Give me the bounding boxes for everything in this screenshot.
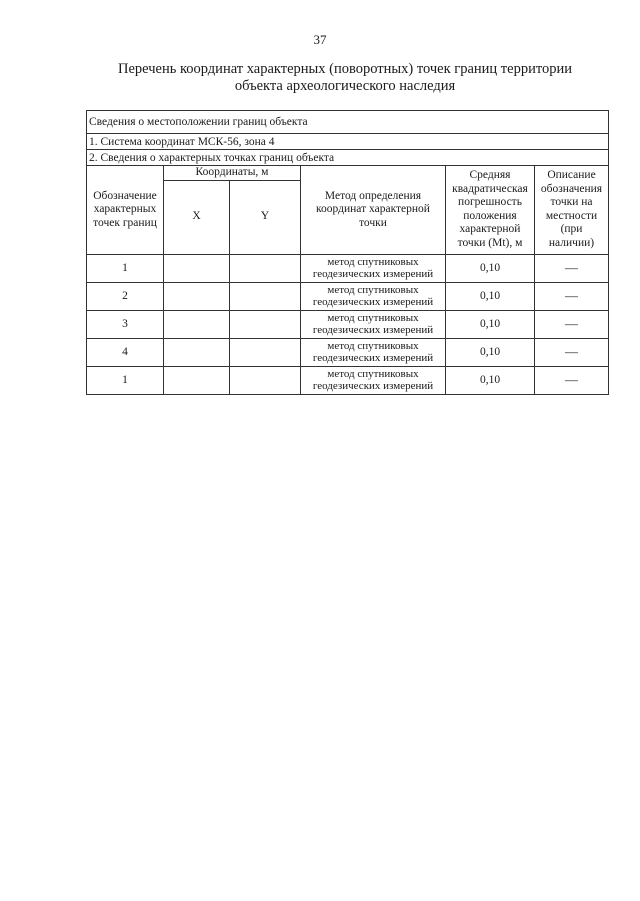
header-coordinates: Координаты, м (164, 166, 301, 181)
point-cell: 4 (87, 338, 164, 366)
description-cell: — (535, 282, 609, 310)
title-line-2: объекта археологического наследия (234, 78, 456, 94)
point-cell: 1 (87, 366, 164, 394)
method-cell: метод спутниковых геодезических измерений (301, 254, 446, 282)
method-cell: метод спутниковых геодезических измерений (301, 338, 446, 366)
point-cell: 1 (87, 254, 164, 282)
point-cell: 2 (87, 282, 164, 310)
x-cell (164, 366, 230, 394)
header-error: Средняя квадратическая погрешность положения характерной точки (Mt), м (446, 166, 535, 255)
coordinate-system: 1. Система координат МСК-56, зона 4 (87, 134, 609, 150)
description-cell: — (535, 310, 609, 338)
header-x: X (164, 180, 230, 254)
point-cell: 3 (87, 310, 164, 338)
page-number: 37 (313, 32, 327, 47)
error-cell: 0,10 (446, 366, 535, 394)
description-cell: — (535, 254, 609, 282)
section-title: Сведения о местоположении границ объекта (87, 111, 609, 134)
method-cell: метод спутниковых геодезических измерений (301, 310, 446, 338)
x-cell (164, 254, 230, 282)
header-point-label: Обозначение характерных точек границ (87, 166, 164, 255)
x-cell (164, 282, 230, 310)
header-description: Описание обозначения точки на местности (при наличии) (535, 166, 609, 255)
points-heading: 2. Сведения о характерных точках границ объекта (87, 150, 609, 166)
method-cell: метод спутниковых геодезических измерений (301, 282, 446, 310)
table-row (87, 338, 609, 366)
title-line-1: Перечень координат характерных (поворотных) точек границ территории (117, 61, 573, 77)
y-cell (230, 338, 301, 366)
table-row (87, 282, 609, 310)
coordinates-table (86, 110, 609, 395)
y-cell (230, 366, 301, 394)
header-method: Метод определения координат характерной точки (301, 166, 446, 255)
table-row (87, 310, 609, 338)
description-cell: — (535, 338, 609, 366)
x-cell (164, 310, 230, 338)
error-cell: 0,10 (446, 282, 535, 310)
table-row (87, 254, 609, 282)
document-title (90, 61, 600, 95)
header-y: Y (230, 180, 301, 254)
description-cell: — (535, 366, 609, 394)
y-cell (230, 282, 301, 310)
y-cell (230, 310, 301, 338)
table-row (87, 366, 609, 394)
error-cell: 0,10 (446, 310, 535, 338)
x-cell (164, 338, 230, 366)
error-cell: 0,10 (446, 254, 535, 282)
error-cell: 0,10 (446, 338, 535, 366)
method-cell: метод спутниковых геодезических измерений (301, 366, 446, 394)
y-cell (230, 254, 301, 282)
